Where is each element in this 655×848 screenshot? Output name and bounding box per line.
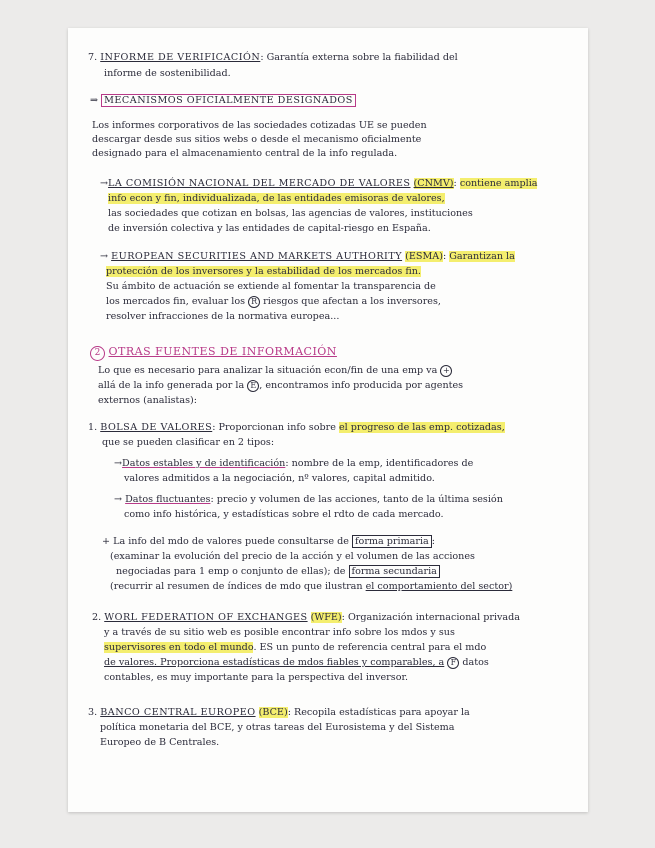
wfe-line-4 (104, 657, 489, 669)
arrow-icon: → (100, 251, 109, 262)
esma-line-3: Su ámbito de actuación se extiende al fomentar la transparencia de (106, 281, 436, 292)
mecanismos-heading: MECANISMOS OFICIALMENTE DESIGNADOS (101, 94, 356, 107)
wfe-line-3 (104, 642, 486, 654)
section-7-line-1 (88, 52, 458, 64)
section-7-text: : Garantía externa sobre la fiabilidad del (260, 52, 458, 63)
bolsa-datos-estables (114, 458, 473, 470)
wfe-line-5: contables, es muy importante para la perspectiva del inversor. (104, 672, 409, 683)
wfe-line-3-text: . ES un punto de referencia central para el mdo (253, 642, 487, 653)
bolsa-plus-line-4-text: (recurrir al resumen de índices de mdo que ilustran (110, 581, 363, 592)
bolsa-number: 1. (88, 422, 98, 433)
bolsa-line-1 (88, 422, 505, 434)
cnmv-line-4: de inversión colectiva y las entidades de capital-riesgo en España. (108, 223, 431, 234)
arrow-icon: → (114, 458, 123, 469)
wfe-number: 2. (92, 612, 102, 623)
double-arrow-icon: ⇒ (90, 95, 99, 106)
esma-line-1 (100, 251, 515, 263)
esma-line-4-text: los mercados fin, evaluar los (106, 296, 246, 307)
otras-line-1-text: Lo que es necesario para analizar la situación econ/fin de una emp va (98, 365, 438, 376)
bce-line-1 (88, 707, 470, 719)
cnmv-line-2 (108, 193, 445, 205)
datos-estables-line-2: valores admitidos a la negociación, nº valores, capital admitido. (124, 473, 435, 484)
bolsa-datos-fluctuantes (114, 494, 503, 506)
cnmv-line-1 (100, 178, 537, 190)
esma-line-4-end: riesgos que afectan a los inversores, (263, 296, 441, 307)
forma-secundaria-box: forma secundaria (349, 565, 440, 578)
mecanismos-line-1: Los informes corporativos de las sociedades cotizadas UE se pueden (92, 120, 427, 131)
otras-line-2-text: allá de la info generada por la (98, 380, 245, 391)
cnmv-colon: : (453, 178, 457, 189)
circled-r-icon: R (248, 296, 260, 308)
section-7-line-2: informe de sostenibilidad. (104, 68, 231, 79)
bce-title: BANCO CENTRAL EUROPEO (100, 707, 256, 718)
otras-heading-row (90, 344, 337, 361)
bce-text: : Recopila estadísticas para apoyar la (287, 707, 470, 718)
otras-line-1 (98, 365, 452, 377)
wfe-text: : Organización internacional privada (341, 612, 521, 623)
section-7-title: INFORME DE VERIFICACIÓN (100, 52, 261, 63)
bolsa-line-2: que se pueden clasificar en 2 tipos: (102, 437, 275, 448)
section-number-circle: 2 (90, 346, 105, 361)
arrow-icon: → (100, 178, 109, 189)
bolsa-plus-text: + La info del mdo de valores puede consultarse de (102, 536, 349, 547)
arrow-icon: → (114, 494, 123, 505)
otras-line-2 (98, 380, 463, 392)
bolsa-text: : Proporcionan info sobre (212, 422, 336, 433)
bce-abbr: (BCE) (258, 707, 288, 718)
wfe-line-1 (92, 612, 520, 624)
bolsa-plus-line-3-text: negociadas para 1 emp o conjunto de ellas); de (116, 566, 346, 577)
wfe-highlight: supervisores en todo el mundo (104, 642, 254, 653)
datos-fluctuantes-text: : precio y volumen de las acciones, tanto de la última sesión (210, 494, 503, 505)
circled-plus-icon: + (440, 365, 452, 377)
bolsa-plus-line-1 (102, 536, 435, 548)
comportamiento-underline: el comportamiento del sector) (365, 581, 513, 592)
bolsa-highlight: el progreso de las emp. cotizadas, (338, 422, 505, 433)
esma-line-4 (106, 296, 441, 308)
cnmv-highlight-2: info econ y fin, individualizada, de las entidades emisoras de valores, (108, 193, 445, 204)
bce-line-2: política monetaria del BCE, y otras tareas del Eurosistema y del Sistema (100, 722, 455, 733)
bolsa-plus-line-2: (examinar la evolución del precio de la acción y el volumen de las acciones (110, 551, 475, 562)
datos-estables-title: Datos estables y de identificación (122, 458, 286, 469)
esma-line-5: resolver infracciones de la normativa europea... (106, 311, 340, 322)
esma-colon: : (442, 251, 447, 262)
cnmv-abbr: (CNMV) (413, 178, 454, 189)
cnmv-name: LA COMISIÓN NACIONAL DEL MERCADO DE VALORES (108, 178, 411, 189)
otras-line-2-end: , encontramos info producida por agentes (259, 380, 464, 391)
wfe-line-4-end: datos (462, 657, 489, 668)
esma-line-2 (106, 266, 421, 278)
bolsa-plus-line-4 (110, 581, 512, 593)
datos-fluctuantes-line-2: como info histórica, y estadísticas sobre el rdto de cada mercado. (124, 509, 444, 520)
datos-estables-text: : nombre de la emp, identificadores de (285, 458, 474, 469)
esma-highlight-2: protección de los inversores y la estabilidad de los mercados fin. (106, 266, 421, 277)
otras-heading: OTRAS FUENTES DE INFORMACIÓN (108, 345, 337, 358)
wfe-title: WORL FEDERATION OF EXCHANGES (104, 612, 308, 623)
esma-highlight-1: Garantizan la (449, 251, 515, 262)
bce-line-3: Europeo de B Centrales. (100, 737, 220, 748)
mecanismos-line-2: descargar desde sus sitios webs o desde el mecanismo oficialmente (92, 134, 422, 145)
esma-abbr: (ESMA) (405, 251, 443, 262)
circled-f-icon: F (447, 657, 459, 669)
cnmv-line-3: las sociedades que cotizan en bolsas, las agencias de valores, instituciones (108, 208, 473, 219)
otras-line-3: externos (analistas): (98, 395, 198, 406)
cnmv-highlight-1: contiene amplia (459, 178, 538, 189)
wfe-line-4-text: de valores. Proporciona estadísticas de mdos fiables y comparables, a (104, 657, 445, 668)
bolsa-title: BOLSA DE VALORES (100, 422, 213, 433)
mecanismos-line-3: designado para el almacenamiento central de la info regulada. (92, 148, 398, 159)
section-7-number: 7. (88, 52, 98, 63)
datos-fluctuantes-title: Datos fluctuantes (125, 494, 211, 505)
esma-name: EUROPEAN SECURITIES AND MARKETS AUTHORITY (111, 251, 403, 262)
bolsa-plus-line-3 (116, 566, 440, 578)
mecanismos-heading-row (90, 95, 356, 107)
bolsa-plus-colon: : (431, 536, 436, 547)
wfe-abbr: (WFE) (310, 612, 342, 623)
forma-primaria-box: forma primaria (352, 535, 432, 548)
bce-number: 3. (88, 707, 98, 718)
wfe-line-2: y a través de su sitio web es posible encontrar info sobre los mdos y sus (104, 627, 455, 638)
notebook-page (68, 28, 588, 812)
circled-e-icon: E (247, 380, 259, 392)
